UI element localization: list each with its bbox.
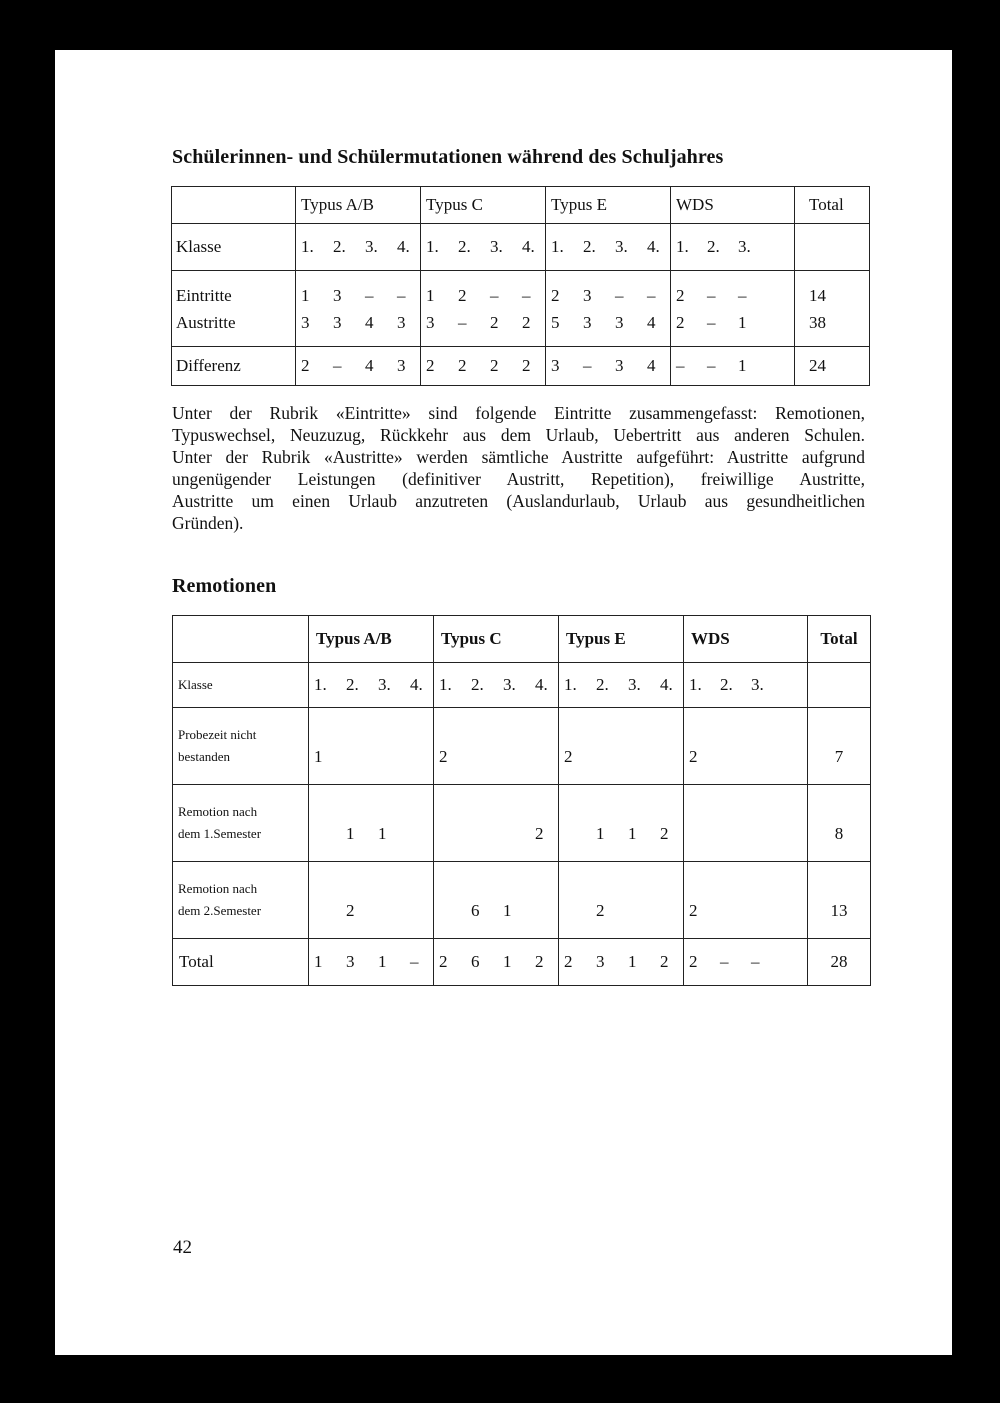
col-header-wds: WDS bbox=[684, 616, 808, 663]
differenz-wds: – – 1 bbox=[671, 347, 795, 386]
explanation-paragraph bbox=[172, 402, 865, 534]
ea-c: 1 2 – – 3 – 2 2 bbox=[421, 271, 546, 347]
row-label-differenz: Differenz bbox=[172, 347, 296, 386]
differenz-e: 3 – 3 4 bbox=[546, 347, 671, 386]
page-number: 42 bbox=[173, 1237, 192, 1258]
total-c: 2 6 1 2 bbox=[434, 939, 559, 986]
probezeit-total: 7 bbox=[808, 708, 871, 785]
row-labels-eintritte-austritte bbox=[172, 271, 296, 347]
klasse-c: 1. 2. 3. 4. bbox=[421, 224, 546, 271]
total-e: 2 3 1 2 bbox=[559, 939, 684, 986]
klasse-total bbox=[808, 663, 871, 708]
ea-e: 2 3 – – 5 3 3 4 bbox=[546, 271, 671, 347]
probezeit-wds: 2 bbox=[684, 708, 808, 785]
table-row-semester2 bbox=[173, 862, 871, 939]
paragraph-line: Typuswechsel, Neuzuzug, Rückkehr aus dem Urlaub, Uebertritt aus anderen Schulen. bbox=[172, 425, 865, 445]
sem1-wds bbox=[684, 785, 808, 862]
paragraph-line: Gründen). bbox=[172, 513, 244, 533]
table-header-row bbox=[172, 187, 870, 224]
paragraph-line: Austritte um einen Urlaub anzutreten (Auslandurlaub, Urlaub aus gesundheitlichen bbox=[172, 491, 865, 511]
klasse-ab: 1. 2. 3. 4. bbox=[309, 663, 434, 708]
probezeit-ab: 1 bbox=[309, 708, 434, 785]
differenz-c: 2 2 2 2 bbox=[421, 347, 546, 386]
row-label-semester1: Remotion nach dem 1.Semester bbox=[173, 785, 309, 862]
sem1-total: 8 bbox=[808, 785, 871, 862]
row-label-semester2: Remotion nach dem 2.Semester bbox=[173, 862, 309, 939]
row-label-total: Total bbox=[173, 939, 309, 986]
corner-cell bbox=[172, 187, 296, 224]
mutationen-table bbox=[171, 186, 870, 386]
table-header-row bbox=[173, 616, 871, 663]
differenz-ab: 2 – 4 3 bbox=[296, 347, 421, 386]
klasse-e: 1. 2. 3. 4. bbox=[546, 224, 671, 271]
table-row-klasse bbox=[172, 224, 870, 271]
col-header-total: Total bbox=[808, 616, 871, 663]
row-label-probezeit: Probezeit nicht bestanden bbox=[173, 708, 309, 785]
document-page bbox=[55, 50, 952, 1355]
row-label-eintritte: Eintritte bbox=[176, 285, 232, 305]
probezeit-c: 2 bbox=[434, 708, 559, 785]
sem2-c: 6 1 bbox=[434, 862, 559, 939]
col-header-typus-ab: Typus A/B bbox=[309, 616, 434, 663]
klasse-ab: 1. 2. 3. 4. bbox=[296, 224, 421, 271]
total-total: 28 bbox=[808, 939, 871, 986]
table-row-total bbox=[173, 939, 871, 986]
probezeit-e: 2 bbox=[559, 708, 684, 785]
paragraph-line: Unter der Rubrik «Eintritte» sind folgende Eintritte zusammengefasst: Remotionen, bbox=[172, 403, 865, 423]
paragraph-line: ungenügender Leistungen (definitiver Austritt, Repetition), freiwillige Austritte, bbox=[172, 469, 865, 489]
sem2-e: 2 bbox=[559, 862, 684, 939]
col-header-typus-c: Typus C bbox=[434, 616, 559, 663]
section-title-mutationen: Schülerinnen- und Schülermutationen während des Schuljahres bbox=[172, 146, 724, 168]
paragraph-line: Unter der Rubrik «Austritte» werden sämtliche Austritte aufgeführt: Austritte aufgrund bbox=[172, 447, 865, 467]
ea-total: 14 38 bbox=[795, 271, 870, 347]
klasse-wds: 1. 2. 3. bbox=[671, 224, 795, 271]
row-label-austritte: Austritte bbox=[176, 312, 236, 332]
total-wds: 2 – – bbox=[684, 939, 808, 986]
row-label-klasse: Klasse bbox=[172, 224, 296, 271]
klasse-wds: 1. 2. 3. bbox=[684, 663, 808, 708]
table-row-probezeit bbox=[173, 708, 871, 785]
differenz-total: 24 bbox=[795, 347, 870, 386]
sem1-e: 1 1 2 bbox=[559, 785, 684, 862]
table-row-differenz bbox=[172, 347, 870, 386]
ea-wds: 2 – – 2 – 1 bbox=[671, 271, 795, 347]
table-row-semester1 bbox=[173, 785, 871, 862]
col-header-typus-e: Typus E bbox=[546, 187, 671, 224]
col-header-typus-c: Typus C bbox=[421, 187, 546, 224]
col-header-typus-e: Typus E bbox=[559, 616, 684, 663]
table-row-klasse bbox=[173, 663, 871, 708]
ea-ab: 1 3 – – 3 3 4 3 bbox=[296, 271, 421, 347]
table-row-eintritte-austritte bbox=[172, 271, 870, 347]
col-header-total: Total bbox=[795, 187, 870, 224]
row-label-klasse: Klasse bbox=[173, 663, 309, 708]
col-header-wds: WDS bbox=[671, 187, 795, 224]
sem2-wds: 2 bbox=[684, 862, 808, 939]
klasse-e: 1. 2. 3. 4. bbox=[559, 663, 684, 708]
sem2-total: 13 bbox=[808, 862, 871, 939]
sem1-ab: 1 1 bbox=[309, 785, 434, 862]
klasse-total bbox=[795, 224, 870, 271]
sem2-ab: 2 bbox=[309, 862, 434, 939]
section-title-remotionen: Remotionen bbox=[172, 575, 277, 597]
col-header-typus-ab: Typus A/B bbox=[296, 187, 421, 224]
corner-cell bbox=[173, 616, 309, 663]
total-ab: 1 3 1 – bbox=[309, 939, 434, 986]
sem1-c: 2 bbox=[434, 785, 559, 862]
klasse-c: 1. 2. 3. 4. bbox=[434, 663, 559, 708]
remotionen-table bbox=[172, 615, 871, 986]
